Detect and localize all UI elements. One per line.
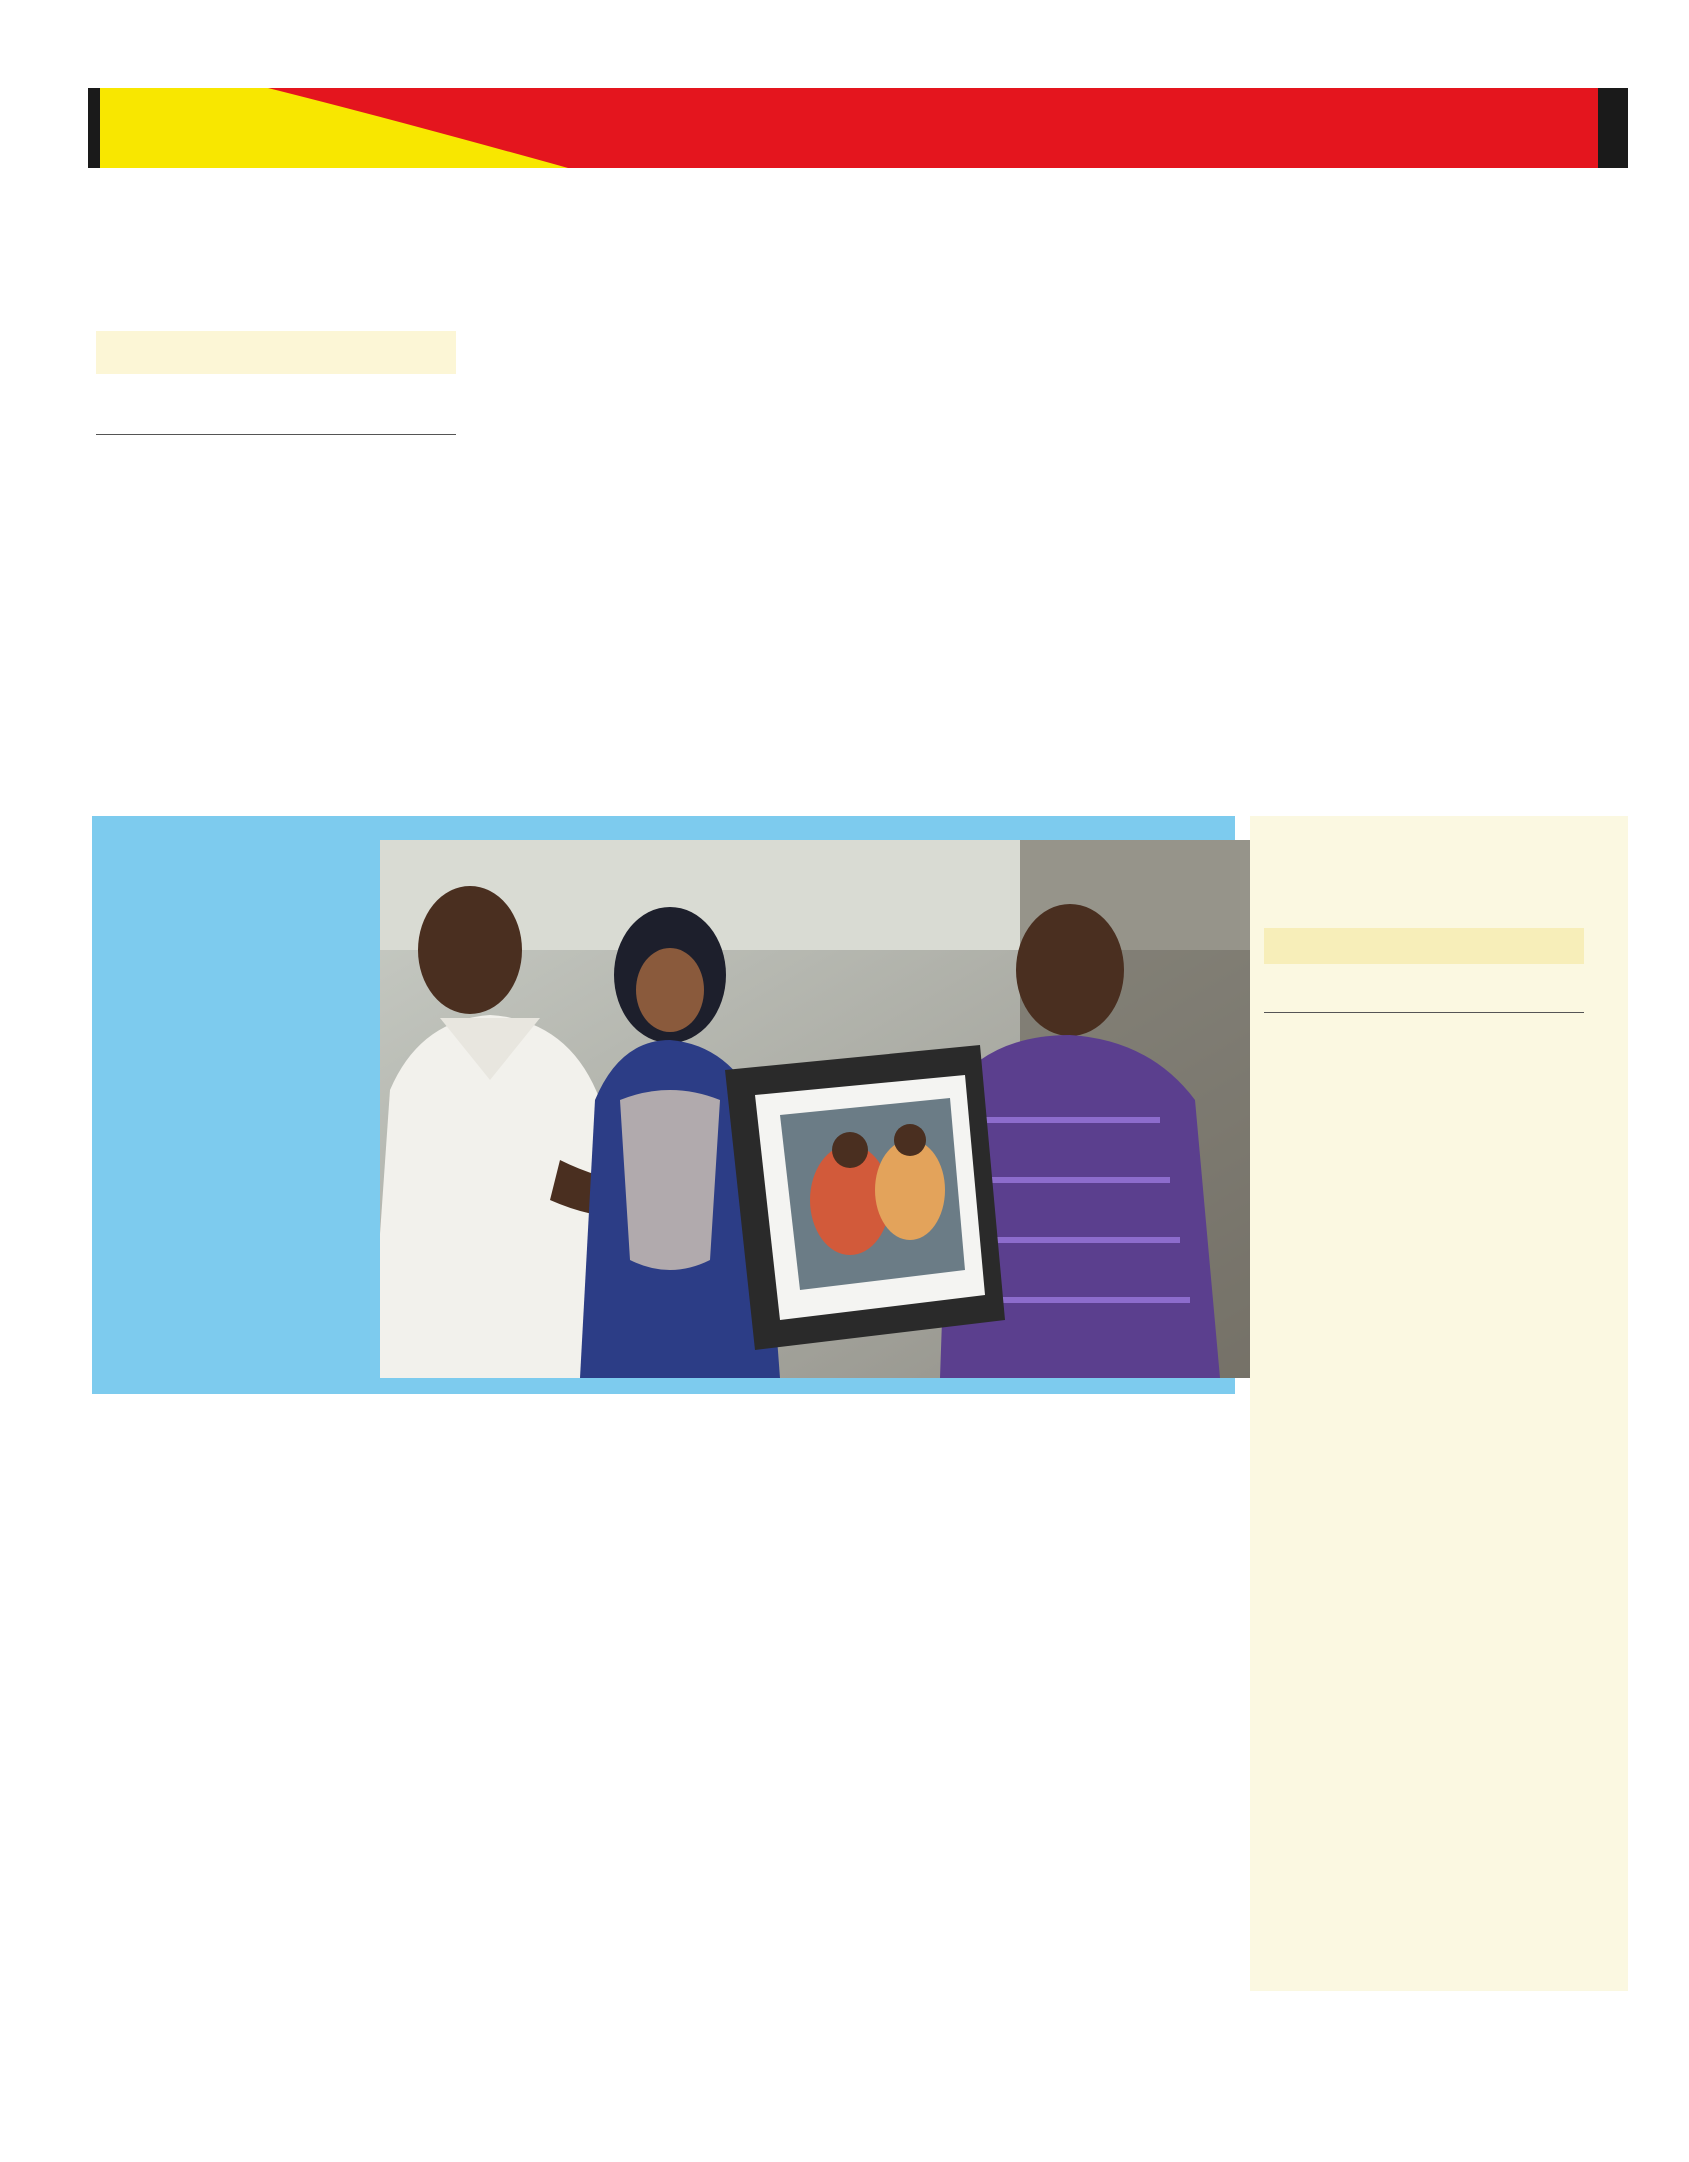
sidebar-text bbox=[1266, 1028, 1592, 1986]
photo-image bbox=[380, 840, 1308, 1378]
story1-col3 bbox=[864, 331, 1218, 801]
sidebar-location bbox=[1264, 928, 1584, 964]
header-left-stripe bbox=[88, 88, 100, 168]
photo-frame bbox=[92, 816, 1235, 1394]
header-yellow-swoosh bbox=[88, 88, 1628, 168]
story1-location bbox=[96, 331, 456, 374]
sidebar-byline-rule bbox=[1264, 1012, 1584, 1013]
story1-col1 bbox=[96, 453, 452, 801]
header-right-block bbox=[1598, 88, 1628, 168]
story1-col2 bbox=[480, 331, 834, 801]
story1-col4 bbox=[1256, 331, 1616, 801]
story1-byline-rule bbox=[96, 434, 456, 435]
header-bar bbox=[88, 88, 1628, 168]
